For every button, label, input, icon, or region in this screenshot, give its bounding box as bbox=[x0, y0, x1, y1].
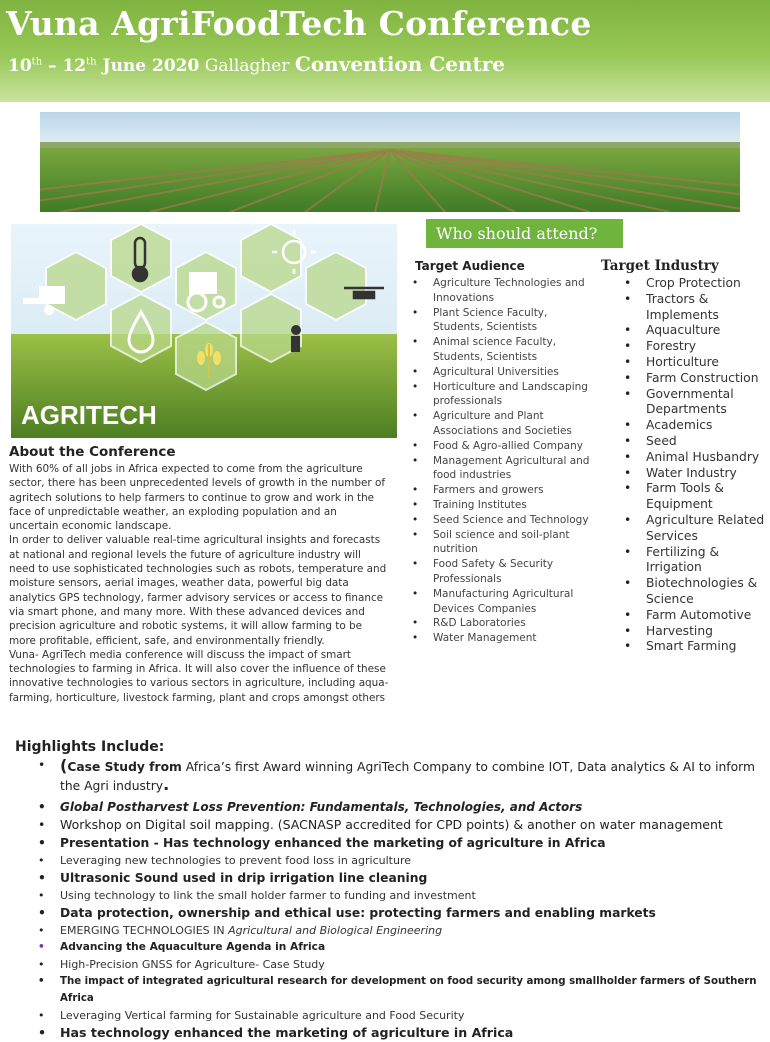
highlight-text: Africa’s first Award winning AgriTech Company to combine IOT, Data analytics & AI to inform the Agri industry bbox=[60, 760, 755, 793]
list-item: • Plant Science Faculty, Students, Scientists bbox=[433, 306, 593, 336]
list-item: • Academics bbox=[646, 418, 766, 434]
list-item: • Agriculture and Plant Associations and Societies bbox=[433, 409, 593, 439]
date-day2: – 12 bbox=[42, 56, 87, 76]
agritech-banner-image bbox=[11, 224, 397, 438]
agritech-logo-text: AGRITECH bbox=[21, 400, 157, 430]
crop-field-photo bbox=[40, 112, 740, 212]
list-item: • Agricultural Universities bbox=[433, 365, 593, 380]
list-item: • Tractors & Implements bbox=[646, 292, 766, 324]
list-item: • Manufacturing Agricultural Devices Companies bbox=[433, 587, 593, 617]
list-item: • Smart Farming bbox=[646, 639, 766, 655]
list-item: • Harvesting bbox=[646, 624, 766, 640]
list-item: • Water Industry bbox=[646, 466, 766, 482]
target-audience-title: Target Audience bbox=[415, 259, 525, 273]
highlight-italic-text: Agricultural and Biological Engineering bbox=[228, 924, 443, 937]
list-item: • Water Management bbox=[433, 631, 593, 646]
list-item: • Crop Protection bbox=[646, 276, 766, 292]
header-banner bbox=[0, 0, 770, 102]
paren-text: ( bbox=[60, 756, 68, 775]
list-item: • Governmental Departments bbox=[646, 387, 766, 419]
list-item: • Aquaculture bbox=[646, 323, 766, 339]
date-sup1: th bbox=[31, 56, 43, 68]
list-item: • R&D Laboratories bbox=[433, 616, 593, 631]
date-day1: 10 bbox=[8, 56, 32, 76]
highlights-title: Highlights Include: bbox=[15, 739, 165, 755]
highlight-item: • Leveraging Vertical farming for Sustainable agriculture and Food Security bbox=[60, 1007, 765, 1024]
list-item: • Fertilizing & Irrigation bbox=[646, 545, 766, 577]
list-item: • Animal Husbandry bbox=[646, 450, 766, 466]
conference-dates bbox=[8, 52, 505, 76]
highlight-item: • The impact of integrated agricultural research for development on food security among smallholder farmers of Southern Africa bbox=[60, 973, 765, 1007]
highlights-list bbox=[60, 757, 765, 1042]
date-month-year: June 2020 bbox=[96, 56, 200, 76]
list-item: • Management Agricultural and food industries bbox=[433, 454, 593, 484]
highlight-item: • Workshop on Digital soil mapping. (SACNASP accredited for CPD points) & another on water management bbox=[60, 816, 765, 834]
highlight-item: • Presentation - Has technology enhanced the marketing of agriculture in Africa bbox=[60, 834, 765, 852]
highlight-item: • Advancing the Aquaculture Agenda in Africa bbox=[60, 939, 765, 956]
list-item: • Farm Construction bbox=[646, 371, 766, 387]
list-item: • Farm Automotive bbox=[646, 608, 766, 624]
list-item: • Food & Agro-allied Company bbox=[433, 439, 593, 454]
list-item: • Farm Tools & Equipment bbox=[646, 481, 766, 513]
list-item: • Horticulture and Landscaping professionals bbox=[433, 380, 593, 410]
farmer-icon bbox=[291, 325, 301, 352]
highlight-text: EMERGING TECHNOLOGIES IN bbox=[60, 924, 229, 937]
highlight-item: • Global Postharvest Loss Prevention: Fundamentals, Technologies, and Actors bbox=[60, 798, 765, 816]
list-item: • Agriculture Related Services bbox=[646, 513, 766, 545]
about-paragraph: With 60% of all jobs in Africa expected to come from the agriculture sector, there has been unprecedented levels of growth in the number of agritech solutions to help farmers to continue to grow and work in the face of unpredictable weather, an exploding population and an uncertain economic landscape. bbox=[9, 463, 386, 533]
highlight-item bbox=[60, 757, 765, 795]
about-paragraph: In order to deliver valuable real-time agricultural insights and forecasts at national and regional levels the future of agriculture industry will need to use sophisticated technologies such as robots, temperature and moisture sensors, aerial images, weather data, powerful big data analytics GPS technology, farmer advisory services or access to finance via smart phone, and many more. With these advanced devices and precision agriculture and robotic systems, it will allow farming to be more profitable, efficient, safe, and environmentally friendly. bbox=[9, 534, 387, 647]
target-industry-title: Target Industry bbox=[601, 258, 719, 274]
date-sup2: th bbox=[86, 56, 97, 68]
about-section-title: About the Conference bbox=[9, 444, 176, 460]
about-paragraph: Vuna- AgriTech media conference will discuss the impact of smart technologies to farming in Africa. It will also cover the influence of these innovative technologies to various sectors in agriculture, including aqua-farming, horticulture, livestock farming, plant and crops amongst others bbox=[9, 648, 389, 704]
about-section-text bbox=[9, 462, 389, 732]
venue-text: Gallagher bbox=[199, 56, 295, 76]
list-item: • Farmers and growers bbox=[433, 483, 593, 498]
highlight-bold-text: Case Study from bbox=[67, 760, 182, 774]
list-item: • Soil science and soil-plant nutrition bbox=[433, 528, 593, 558]
list-item: • Training Institutes bbox=[433, 498, 593, 513]
target-audience-list bbox=[433, 276, 593, 646]
highlight-item: • Has technology enhanced the marketing of agriculture in Africa bbox=[60, 1024, 765, 1042]
highlight-item: • Leveraging new technologies to prevent food loss in agriculture bbox=[60, 852, 765, 869]
list-item: • Food Safety & Security Professionals bbox=[433, 557, 593, 587]
highlight-item: • Data protection, ownership and ethical use: protecting farmers and enabling markets bbox=[60, 904, 765, 922]
list-item: • Biotechnologies & Science bbox=[646, 576, 766, 608]
highlight-item: • High-Precision GNSS for Agriculture- Case Study bbox=[60, 956, 765, 973]
highlight-item: • Using technology to link the small holder farmer to funding and investment bbox=[60, 887, 765, 904]
venue-text-large: Convention Centre bbox=[294, 52, 505, 76]
list-item: • Horticulture bbox=[646, 355, 766, 371]
list-item: • Agriculture Technologies and Innovations bbox=[433, 276, 593, 306]
conference-title: Vuna AgriFoodTech Conference bbox=[6, 4, 592, 43]
highlight-item: • Ultrasonic Sound used in drip irrigation line cleaning bbox=[60, 869, 765, 887]
list-item: • Forestry bbox=[646, 339, 766, 355]
target-industry-list bbox=[646, 276, 766, 655]
list-item: • Animal science Faculty, Students, Scientists bbox=[433, 335, 593, 365]
list-item: • Seed Science and Technology bbox=[433, 513, 593, 528]
period-text: . bbox=[163, 775, 170, 794]
who-should-attend-heading: Who should attend? bbox=[426, 219, 623, 248]
highlight-item bbox=[60, 922, 765, 939]
list-item: • Seed bbox=[646, 434, 766, 450]
